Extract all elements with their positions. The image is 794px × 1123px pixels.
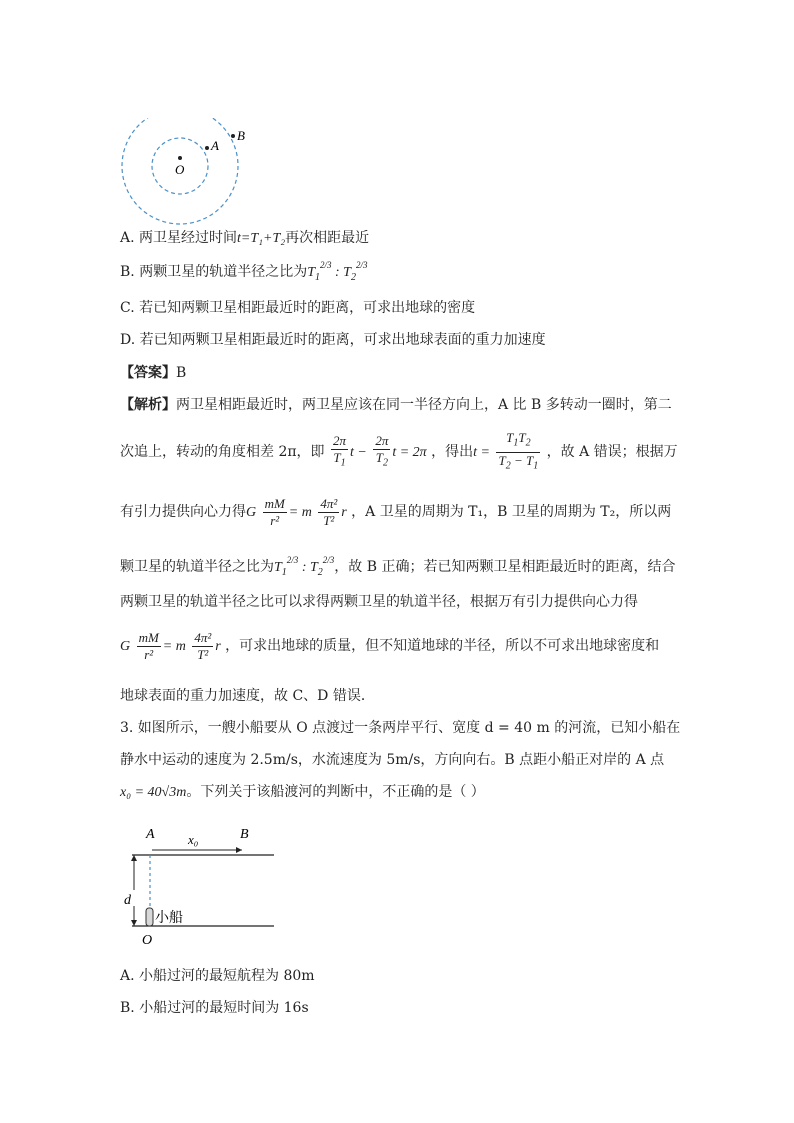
analysis-line-4: 颗卫星的轨道半径之比为$T_1^{2/3}$ : $T_2^{2/3}$，故 B 正确；若已知两颗卫星相距最近时的距离，结合: [120, 555, 676, 578]
orbit-figure: [115, 118, 255, 228]
analysis-line-7: 地球表面的重力加速度，故 C、D 错误．: [120, 688, 375, 704]
analysis-line-6: G $\frac{mM}{\text{r²}}$ = m $\frac{\text{4π²}}{\text{T²}}$ r ，可求出地球的质量，但不知道地球的半径，所以不可求出地球密度和: [120, 629, 660, 662]
point-b: [231, 134, 235, 138]
q3-line-2: 静水中运动的速度为 2.5m/s，水流速度为 5m/s，方向向右。B 点距小船正对岸的 A 点: [120, 752, 665, 768]
q3-line-1: 3. 如图所示，一艘小船要从 O 点渡过一条两岸平行、宽度 d = 40 m 的河流，已知小船在: [120, 720, 681, 736]
boat: [146, 908, 153, 926]
analysis-line-1: 【解析】两卫星相距最近时，两卫星应该在同一半径方向上，A 比 B 多转动一圈时，第二: [120, 397, 672, 413]
label-boat: 小船: [155, 911, 183, 926]
d-arrow-down: [131, 920, 137, 926]
label-o: O: [142, 933, 153, 948]
q3-option-a: A. 小船过河的最短航程为 80m: [120, 968, 315, 984]
analysis-line-3: 有引力提供向心力得G $\frac{mM}{\text{r²}}$ = m $\frac{\text{4π²}}{\text{T²}}$ r ，A 卫星的周期为 T₁，B 卫星的周期为 T₂，所以两: [120, 495, 672, 528]
label-b: B: [237, 128, 245, 143]
center-point: [178, 156, 182, 160]
option-c: C. 若已知两颗卫星相距最近时的距离，可求出地球的密度: [120, 300, 476, 316]
label-a: A: [211, 138, 219, 153]
label-a: A: [146, 827, 155, 842]
ratio-expression: $T_1^{2/3}$ : $T_2^{2/3}$: [307, 260, 368, 283]
option-a: A. 两卫星经过时间t=T₁+T₂再次相距最近: [120, 230, 370, 246]
river-figure: [118, 822, 288, 952]
analysis-line-5: 两颗卫星的轨道半径之比可以求得两颗卫星的轨道半径，根据万有引力提供向心力得: [120, 594, 638, 610]
q3-option-b: B. 小船过河的最短时间为 16s: [120, 1000, 309, 1016]
label-o: O: [175, 162, 185, 177]
q3-line-3: x₀ = 40√3m。下列关于该船渡河的判断中，不正确的是（ ）: [120, 784, 485, 800]
label-x0: x₀: [188, 832, 199, 847]
answer: 【答案】B: [120, 365, 187, 381]
d-arrow-up: [131, 855, 137, 861]
x0-arrow-head: [236, 847, 242, 853]
option-b: B. 两颗卫星的轨道半径之比为$T_1^{2/3}$ : $T_2^{2/3}$: [120, 260, 368, 283]
analysis-line-2: 次追上，转动的角度相差 2π，即 $\frac{2\pi}{T_1}$ t − $\frac{2\pi}{T_2}$ t = 2π ，得出t = $\frac{T_1T_2}{T_2 - T_1}$ ，故 A 错误；根据万: [120, 430, 678, 472]
point-a: [205, 146, 209, 150]
label-b: B: [240, 827, 249, 842]
option-d: D. 若已知两颗卫星相距最近时的距离，可求出地球表面的重力加速度: [120, 332, 546, 348]
label-d: d: [124, 893, 131, 908]
